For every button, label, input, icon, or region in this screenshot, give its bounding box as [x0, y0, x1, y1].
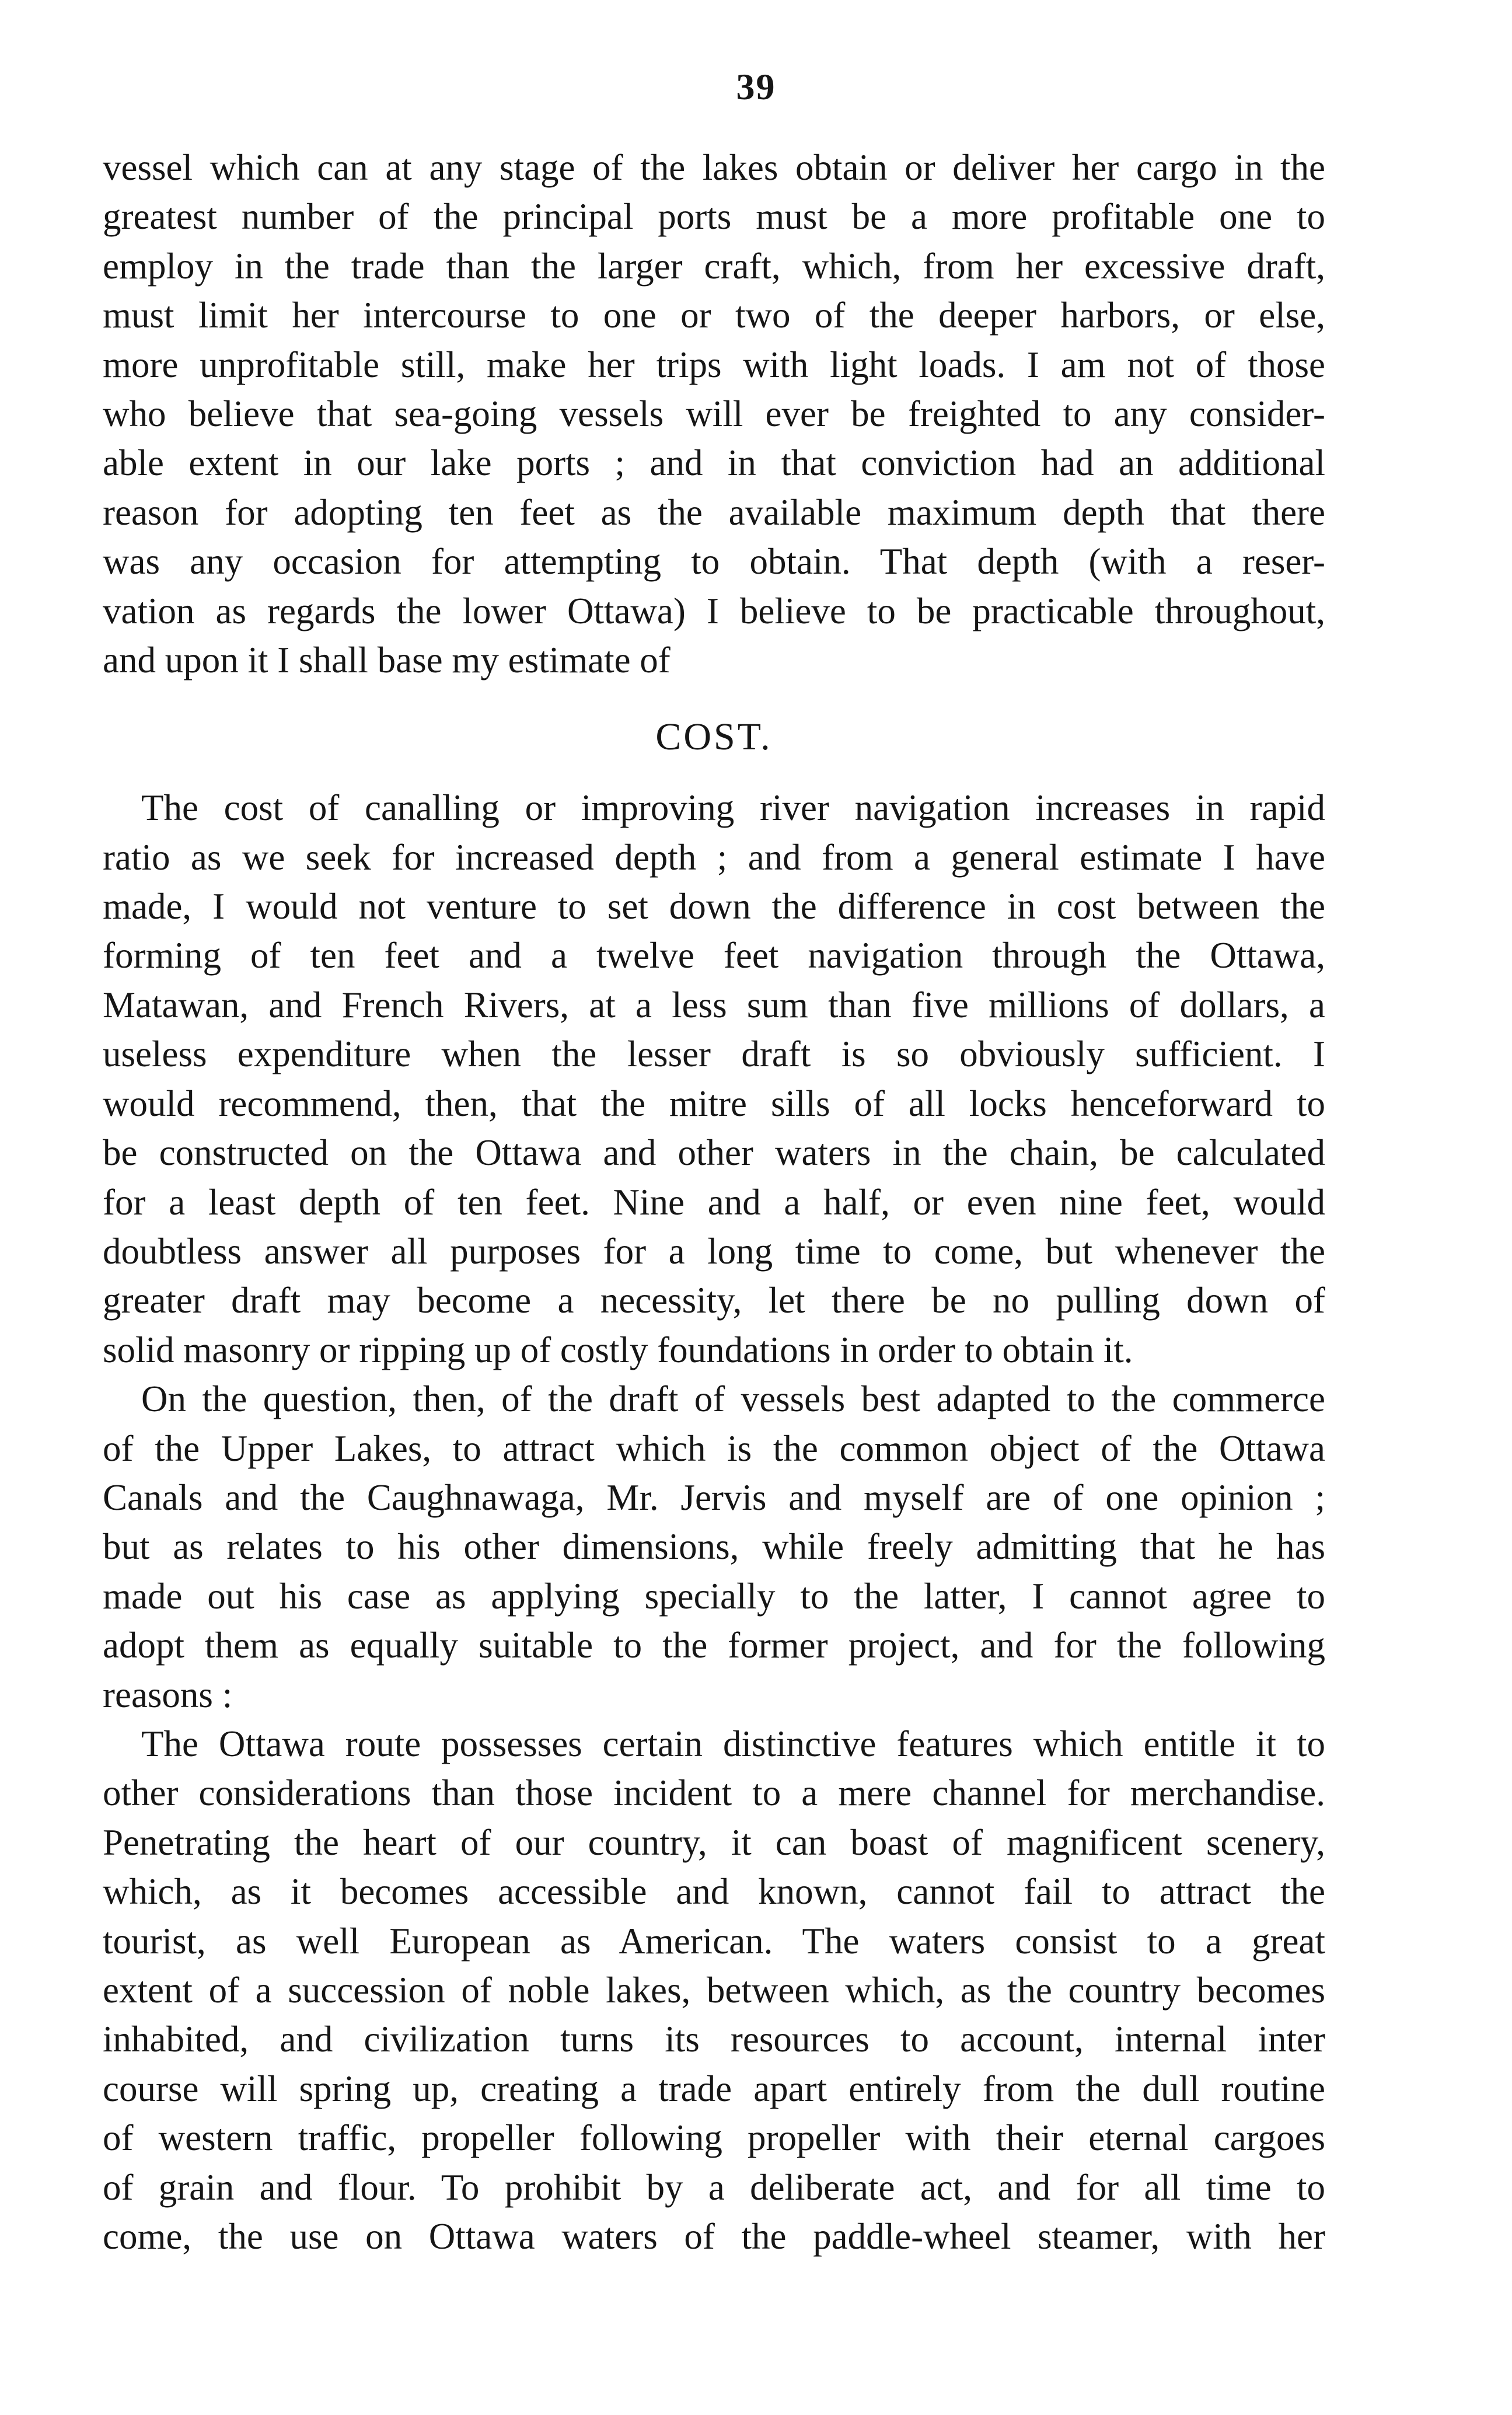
paragraph	[103, 783, 1325, 1374]
text-line: useless expenditure when the lesser draft is so obviously sufficient. I	[103, 1034, 1325, 1075]
page-number: 39	[736, 66, 776, 107]
text-line: Penetrating the heart of our country, it can boast of magnificent scenery,	[103, 1821, 1325, 1863]
text-line: doubtless answer all purposes for a long time to come, but whenever the	[103, 1230, 1325, 1272]
text-line: for a least depth of ten feet. Nine and a half, or even nine feet, would	[103, 1181, 1325, 1223]
text-line: of western traffic, propeller following propeller with their eternal cargoes	[103, 2117, 1325, 2159]
text-line: of the Upper Lakes, to attract which is the common object of the Ottawa	[103, 1428, 1325, 1469]
text-line: inhabited, and civilization turns its resources to account, internal inter	[103, 2019, 1325, 2060]
text-line: ratio as we seek for increased depth ; and from a general estimate I have	[103, 836, 1325, 878]
body-text	[103, 143, 1325, 2261]
text-line: reason for adopting ten feet as the available maximum depth that there	[103, 491, 1325, 533]
text-line: was any occasion for attempting to obtain. That depth (with a reser-	[103, 541, 1325, 582]
text-line: extent of a succession of noble lakes, between which, as the country becomes	[103, 1970, 1325, 2011]
text-line: made out his case as applying specially to the latter, I cannot agree to	[103, 1575, 1325, 1617]
text-line: would recommend, then, that the mitre sills of all locks henceforward to	[103, 1083, 1325, 1124]
text-line: made, I would not venture to set down the difference in cost between the	[103, 886, 1325, 927]
text-line: vation as regards the lower Ottawa) I believe to be practicable throughout,	[103, 590, 1325, 631]
text-line: which, as it becomes accessible and known, cannot fail to attract the	[103, 1871, 1325, 1913]
text-line: other considerations than those incident to a mere channel for merchandise.	[103, 1772, 1325, 1814]
paragraph	[103, 1374, 1325, 1719]
text-line: come, the use on Ottawa waters of the paddle-wheel steamer, with her	[103, 2216, 1325, 2257]
text-line: The cost of canalling or improving river navigation increases in rapid	[141, 787, 1325, 829]
paragraph	[103, 1719, 1325, 2261]
text-line: employ in the trade than the larger craft, which, from her excessive draft,	[103, 245, 1325, 287]
text-line: The Ottawa route possesses certain distinctive features which entitle it to	[141, 1723, 1325, 1764]
text-line: Matawan, and French Rivers, at a less sum than five millions of dollars, a	[103, 984, 1325, 1025]
text-line: adopt them as equally suitable to the former project, and for the following	[103, 1625, 1325, 1666]
text-line: reasons :	[103, 1674, 233, 1715]
text-line: but as relates to his other dimensions, while freely admitting that he has	[103, 1526, 1325, 1568]
text-line: Canals and the Caughnawaga, Mr. Jervis and myself are of one opinion ;	[103, 1477, 1325, 1518]
text-line: who believe that sea-going vessels will ever be freighted to any consider-	[103, 393, 1325, 435]
text-line: tourist, as well European as American. The waters consist to a great	[103, 1920, 1325, 1962]
text-line: solid masonry or ripping up of costly foundations in order to obtain it.	[103, 1329, 1133, 1370]
text-line: course will spring up, creating a trade apart entirely from the dull routine	[103, 2068, 1325, 2109]
text-line: must limit her intercourse to one or two of the deeper harbors, or else,	[103, 295, 1325, 336]
text-line: and upon it I shall base my estimate of	[103, 640, 671, 681]
text-line: vessel which can at any stage of the lakes obtain or deliver her cargo in the	[103, 147, 1325, 188]
text-line: able extent in our lake ports ; and in that conviction had an additional	[103, 442, 1325, 484]
text-line: forming of ten feet and a twelve feet navigation through the Ottawa,	[103, 935, 1325, 976]
text-line: greater draft may become a necessity, let there be no pulling down of	[103, 1280, 1325, 1321]
paragraph	[103, 143, 1325, 685]
text-line: On the question, then, of the draft of vessels best adapted to the commerce	[141, 1378, 1325, 1420]
text-line: of grain and flour. To prohibit by a deliberate act, and for all time to	[103, 2166, 1325, 2208]
section-heading: COST.	[655, 716, 773, 759]
text-line: more unprofitable still, make her trips with light loads. I am not of those	[103, 344, 1325, 385]
text-line: be constructed on the Ottawa and other waters in the chain, be calculated	[103, 1132, 1325, 1174]
text-line: greatest number of the principal ports must be a more profitable one to	[103, 196, 1325, 238]
